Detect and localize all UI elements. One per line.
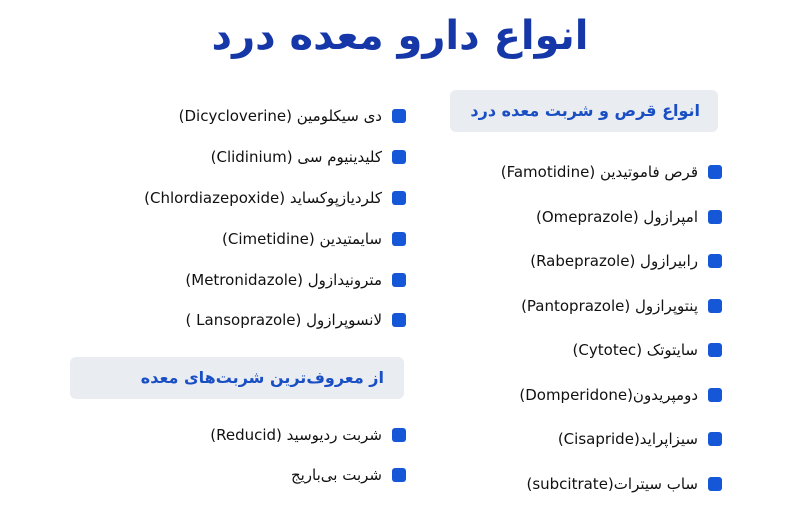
bullet-icon	[392, 150, 406, 164]
bullet-icon	[392, 191, 406, 205]
bullet-icon	[708, 343, 722, 357]
list-item: سایمتیدین (Cimetidine)	[70, 218, 406, 259]
section-header-popular-syrups: از معروف‌ترین شربت‌های معده	[70, 357, 404, 399]
list-item: سایتوتک (Cytotec)	[460, 328, 722, 373]
bullet-icon	[708, 432, 722, 446]
list-item: شربت ردیوسید (Reducid)	[70, 415, 406, 455]
list-item: لانسوپرازول (Lansoprazole )	[70, 300, 406, 341]
list-item: امپرازول (Omeprazole)	[460, 195, 722, 240]
list-item: ساب سیترات(subcitrate)	[460, 462, 722, 506]
list-item: دی سیکلومین (Dicycloverine)	[70, 96, 406, 137]
bullet-icon	[708, 388, 722, 402]
syrups-list	[70, 415, 406, 495]
list-item: سیزاپراید(Cisapride)	[460, 417, 722, 462]
tablets-list	[460, 150, 722, 506]
other-drugs-list	[70, 96, 406, 341]
bullet-icon	[392, 468, 406, 482]
bullet-icon	[708, 210, 722, 224]
list-item: کلردیازپوکساید (Chlordiazepoxide)	[70, 178, 406, 219]
page-title: انواع دارو معده درد	[0, 6, 800, 66]
bullet-icon	[708, 165, 722, 179]
list-item: رابیرازول (Rabeprazole)	[460, 239, 722, 284]
bullet-icon	[708, 254, 722, 268]
list-item: مترونیدازول (Metronidazole)	[70, 259, 406, 300]
list-item: شربت بی‌باریج	[70, 455, 406, 495]
list-item: قرص فاموتیدین (Famotidine)	[460, 150, 722, 195]
bullet-icon	[392, 428, 406, 442]
bullet-icon	[392, 313, 406, 327]
bullet-icon	[392, 273, 406, 287]
bullet-icon	[392, 232, 406, 246]
section-header-tablets-syrups: انواع قرص و شربت معده درد	[450, 90, 718, 132]
bullet-icon	[392, 109, 406, 123]
bullet-icon	[708, 477, 722, 491]
list-item: پنتوپرازول (Pantoprazole)	[460, 284, 722, 329]
list-item: دومپریدون(Domperidone)	[460, 373, 722, 418]
bullet-icon	[708, 299, 722, 313]
list-item: کلیدینیوم سی (Clidinium)	[70, 137, 406, 178]
